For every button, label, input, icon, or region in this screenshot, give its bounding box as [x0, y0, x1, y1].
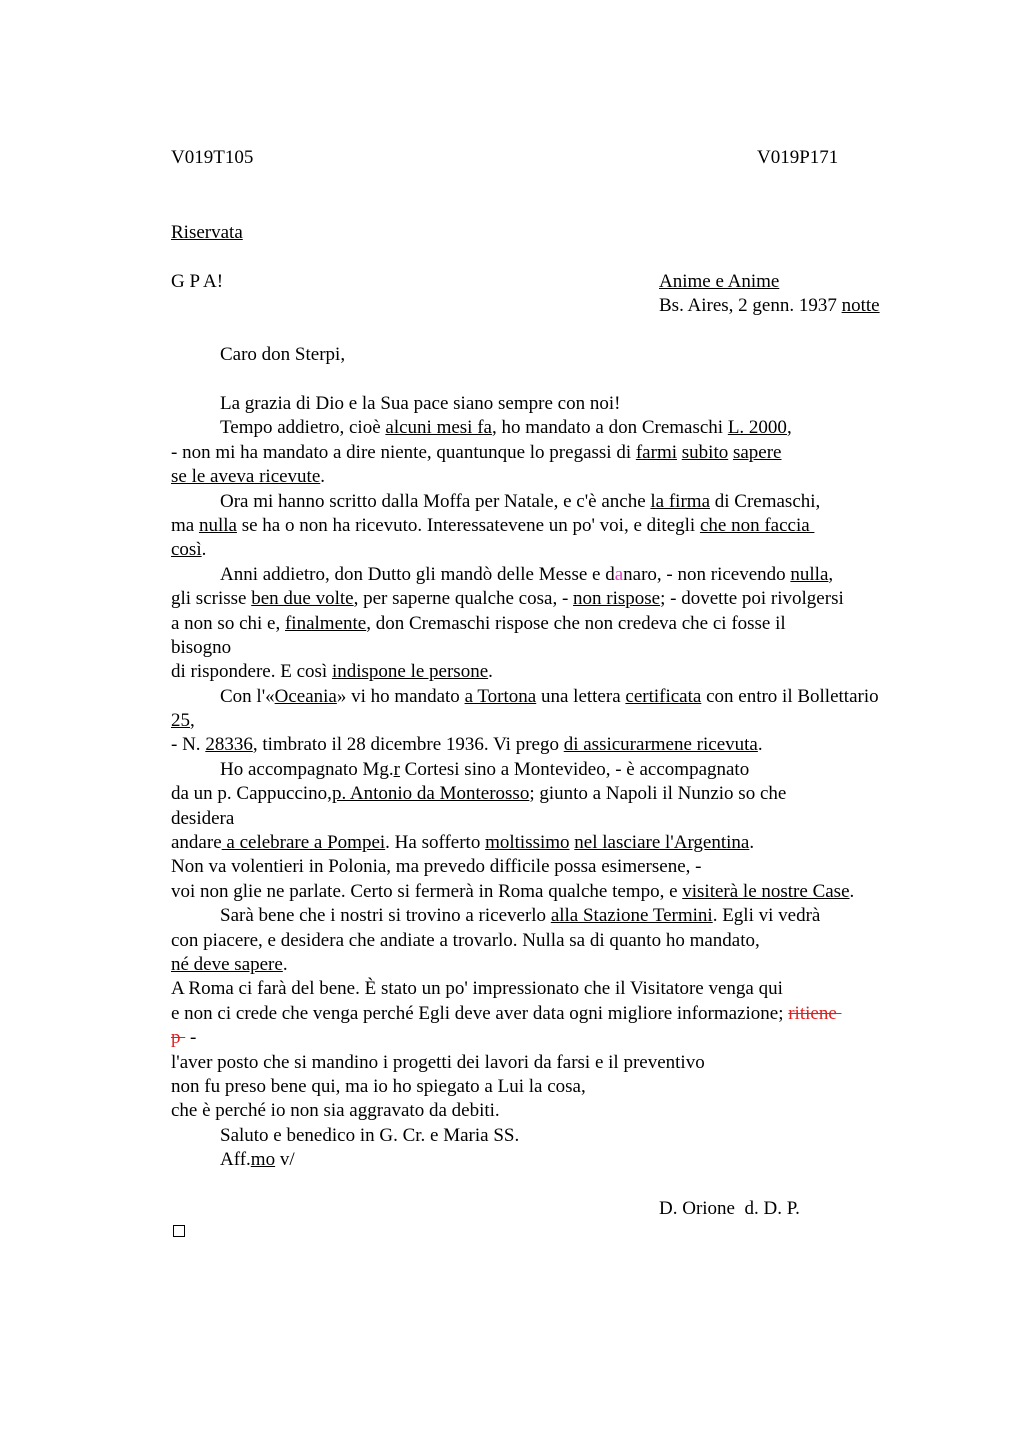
- underlined-text: subito: [681, 441, 729, 463]
- text-run: v/: [275, 1149, 295, 1171]
- text-run: Cortesi sino a Montevideo, - è accompagnato: [399, 758, 750, 780]
- underlined-text: ben due volte: [251, 588, 354, 610]
- text-run: una lettera: [536, 685, 626, 707]
- body-line: l'aver posto che si mandino i progetti dei lavori da farsi e il preventivo: [171, 1051, 705, 1073]
- underlined-text: sapere: [732, 441, 782, 463]
- body-line: Non va volentieri in Polonia, ma prevedo difficile possa esimersene, -: [171, 856, 702, 878]
- text-run: .: [749, 832, 755, 854]
- text-run: da un p. Cappuccino,: [171, 783, 332, 805]
- text-run: .: [320, 466, 326, 488]
- body-line: [171, 782, 951, 806]
- body-line: desidera: [171, 807, 235, 829]
- body-line: [171, 685, 951, 709]
- text-run: e non ci crede che venga perché Egli deve aver data ogni migliore informazione;: [171, 1002, 789, 1024]
- text-run: voi non glie ne parlate. Certo si fermerà in Roma qualche tempo, e: [171, 880, 683, 902]
- body-line: [171, 538, 951, 562]
- body-line: La grazia di Dio e la Sua pace siano sempre con noi!: [220, 393, 621, 414]
- underlined-text: alla Stazione Termini: [550, 905, 713, 927]
- body-line: [171, 709, 951, 733]
- text-run: ; - dovette poi rivolgersi: [660, 588, 844, 610]
- body-line: [171, 1002, 951, 1026]
- body-line: [171, 441, 951, 465]
- underlined-text: farmi: [635, 441, 678, 463]
- underlined-text: la firma: [650, 490, 710, 512]
- text-run: -: [185, 1027, 197, 1049]
- text-run: Anni addietro, don Dutto gli mandò delle Messe e d: [220, 563, 615, 585]
- underlined-text: 25: [171, 710, 190, 732]
- body-line: [171, 953, 951, 977]
- underlined-text: di assicurarmene ricevuta: [563, 734, 758, 756]
- checkbox-square-icon: [173, 1225, 185, 1237]
- body-line: [171, 490, 951, 514]
- body-line: [171, 733, 951, 757]
- text-run: ,: [190, 710, 195, 732]
- underlined-text: se le aveva ricevute: [171, 466, 321, 488]
- body-line: [171, 465, 951, 489]
- underlined-text: a Tortona: [464, 685, 537, 707]
- underlined-text: a celebrare a Pompei: [221, 832, 386, 854]
- body-line: [171, 904, 951, 928]
- text-run: Con l'«: [220, 685, 275, 707]
- text-run: di Cremaschi,: [710, 490, 821, 512]
- salutation: Caro don Sterpi,: [220, 344, 346, 365]
- underlined-text: finalmente: [284, 612, 367, 634]
- text-run: ma: [171, 514, 199, 536]
- underlined-text: che non faccia: [699, 514, 815, 536]
- body-line: non fu preso bene qui, ma io ho spiegato a Lui la cosa,: [171, 1075, 586, 1097]
- body-line: che è perché io non sia aggravato da debiti.: [171, 1100, 500, 1122]
- text-run: - non mi ha mandato a dire niente, quantunque lo pregassi di: [171, 441, 636, 463]
- underlined-text: moltissimo: [485, 832, 570, 854]
- body-line: [171, 563, 951, 587]
- body-line: [171, 758, 951, 782]
- underlined-text: non rispose: [573, 588, 661, 610]
- body-line: [171, 831, 951, 855]
- letter-body: [171, 392, 951, 1173]
- text-run: . Ha sofferto: [385, 832, 486, 854]
- text-run: .: [757, 734, 763, 756]
- text-run: . Egli vi vedrà: [712, 905, 821, 927]
- body-line: [171, 587, 951, 611]
- underlined-text: nulla: [198, 514, 237, 536]
- text-run: andare: [171, 832, 222, 854]
- archive-code-left: V019T105: [171, 147, 254, 168]
- archive-code-right: V019P171: [757, 147, 839, 168]
- text-run: di rispondere. E così: [171, 661, 332, 683]
- date-line: [659, 294, 880, 318]
- body-line: A Roma ci farà del bene. È stato un po' impressionato che il Visitatore venga qui: [171, 978, 783, 1000]
- underlined-text: certificata: [625, 685, 702, 707]
- text-run: , timbrato il 28 dicembre 1936. Vi prego: [252, 734, 564, 756]
- body-line: [171, 1026, 951, 1050]
- text-run: .: [282, 953, 288, 975]
- date-place: Bs. Aires, 2 genn. 1937: [659, 295, 842, 316]
- text-run: , don Cremaschi rispose che non credeva che ci fosse il: [366, 612, 786, 634]
- gpa-invocation: G P A!: [171, 271, 224, 292]
- motto: Anime e Anime: [659, 271, 780, 292]
- underlined-text: p. Antonio da Monterosso: [331, 783, 530, 805]
- inserted-letter: a: [614, 563, 624, 585]
- body-line: bisogno: [171, 636, 232, 658]
- underlined-text: nulla: [790, 563, 829, 585]
- text-run: , ho mandato a don Cremaschi: [491, 417, 728, 439]
- text-run: » vi ho mandato: [336, 685, 465, 707]
- text-run: Ora mi hanno scritto dalla Moffa per Natale, e c'è anche: [220, 490, 651, 512]
- underlined-text: né deve sapere: [171, 953, 283, 975]
- body-line: [171, 514, 951, 538]
- underlined-text: L. 2000: [727, 417, 787, 439]
- text-run: Tempo addietro, cioè: [220, 417, 386, 439]
- underlined-text: indispone le persone: [331, 661, 489, 683]
- body-line: [171, 612, 951, 636]
- underlined-text: 28336: [205, 734, 253, 756]
- body-line: con piacere, e desidera che andiate a trovarlo. Nulla sa di quanto ho mandato,: [171, 929, 760, 951]
- date-note: notte: [841, 295, 880, 316]
- underlined-text: mo: [250, 1149, 276, 1171]
- text-run: se ha o non ha ricevuto. Interessatevene un po' voi, e ditegli: [236, 514, 700, 536]
- riservata-label: Riservata: [171, 222, 243, 243]
- text-run: .: [849, 880, 855, 902]
- deleted-text: ritiene: [788, 1002, 842, 1024]
- signature: D. Orione d. D. P.: [659, 1198, 800, 1219]
- underlined-text: visiterà le nostre Case: [682, 880, 850, 902]
- underlined-text: r: [393, 758, 400, 780]
- text-run: ; giunto a Napoli il Nunzio so che: [529, 783, 787, 805]
- text-run: naro, - non ricevendo: [623, 563, 791, 585]
- text-run: - N.: [171, 734, 206, 756]
- text-run: Sarà bene che i nostri si trovino a riceverlo: [220, 905, 551, 927]
- body-line: Saluto e benedico in G. Cr. e Maria SS.: [220, 1124, 520, 1146]
- underlined-text: nel lasciare l'Argentina: [574, 832, 750, 854]
- body-line: [171, 416, 951, 440]
- text-run: .: [201, 539, 207, 561]
- deleted-text: p: [171, 1027, 186, 1049]
- text-run: gli scrisse: [171, 588, 252, 610]
- body-line: [171, 880, 951, 904]
- text-run: a non so chi e,: [171, 612, 285, 634]
- underlined-text: così: [171, 539, 202, 561]
- body-line: [171, 1148, 951, 1172]
- underlined-text: alcuni mesi fa: [385, 417, 492, 439]
- text-run: Aff.: [220, 1149, 251, 1171]
- text-run: Ho accompagnato Mg.: [220, 758, 394, 780]
- text-run: .: [488, 661, 493, 683]
- underlined-text: Oceania: [274, 685, 337, 707]
- text-run: , per saperne qualche cosa, -: [353, 588, 574, 610]
- body-line: [171, 660, 951, 684]
- text-run: ,: [786, 417, 792, 439]
- text-run: ,: [828, 563, 834, 585]
- text-run: con entro il Bollettario: [701, 685, 879, 707]
